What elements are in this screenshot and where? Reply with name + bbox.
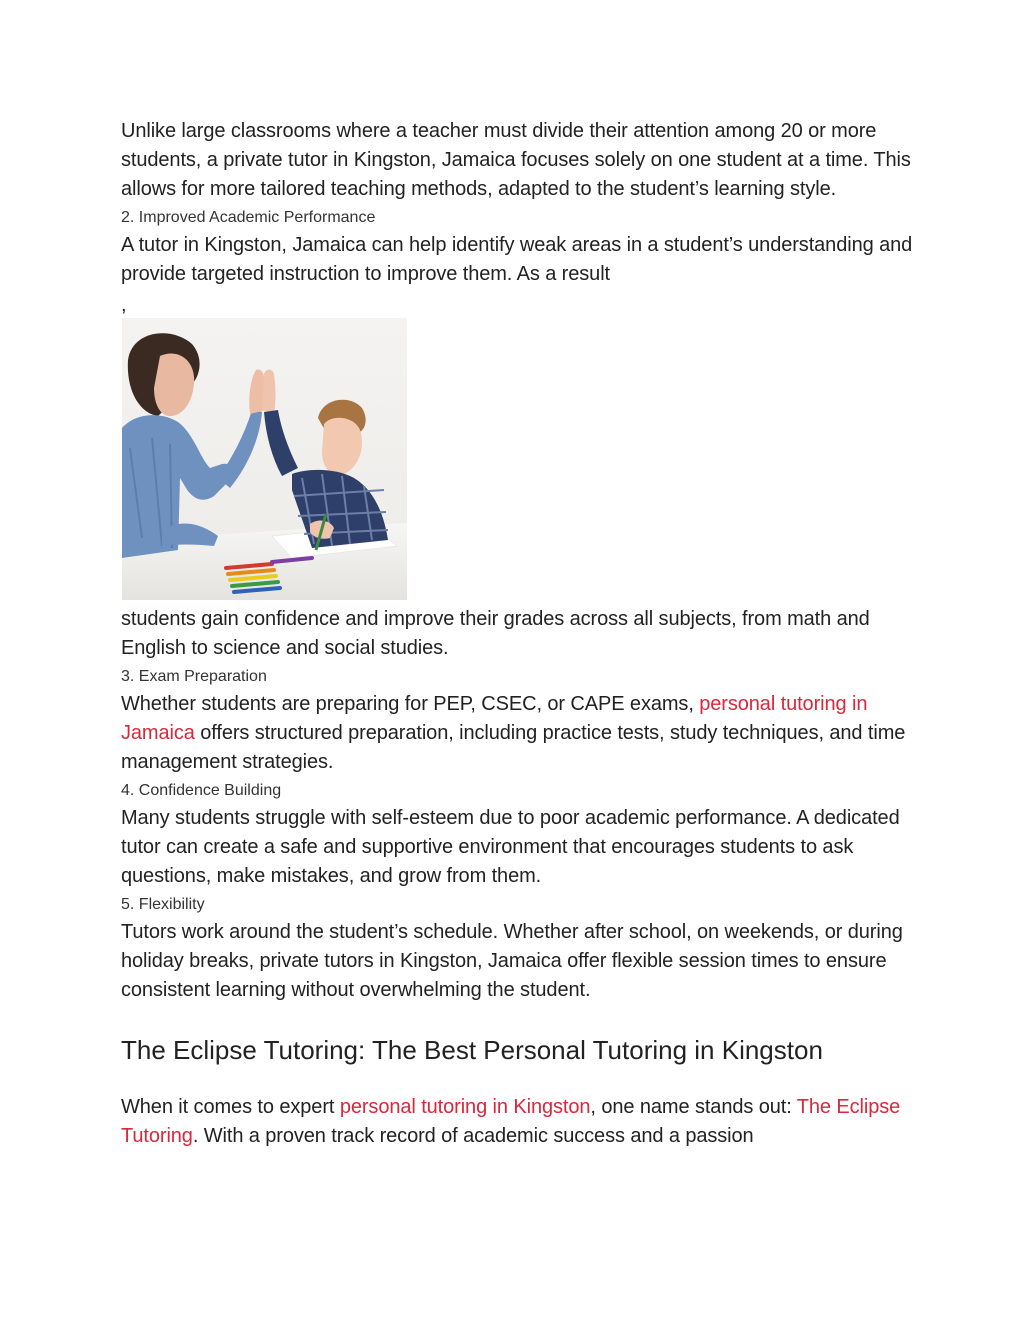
- subheading-improved-performance: 2. Improved Academic Performance: [121, 209, 376, 226]
- flexibility-paragraph: Tutors work around the student’s schedule. Whether after school, on weekends, or during holiday breaks, private tutors in Kingston, Jamaica offer flexible session times to ensure consistent learning without overwhelming the student.: [121, 921, 903, 1001]
- subheading-exam-preparation: 3. Exam Preparation: [121, 668, 267, 685]
- stray-comma: ,: [121, 294, 127, 316]
- eclipse-text-1: When it comes to expert: [121, 1096, 340, 1118]
- eclipse-text-2: , one name stands out:: [590, 1096, 797, 1118]
- exam-paragraph: [121, 690, 921, 777]
- eclipse-tutoring-link[interactable]: The Eclipse Tutoring: [121, 1096, 901, 1147]
- subheading-flexibility: 5. Flexibility: [121, 896, 205, 913]
- subheading-confidence-building: 4. Confidence Building: [121, 782, 282, 799]
- tutor-high-five-photo: [122, 318, 407, 600]
- personal-tutoring-kingston-link[interactable]: personal tutoring in Kingston: [339, 1096, 591, 1118]
- intro-paragraph: Unlike large classrooms where a teacher must divide their attention among 20 or more students, a private tutor in Kingston, Jamaica focuses solely on one student at a time. This allows for more tailored teaching methods, adapted to the student’s learning style.: [121, 120, 911, 200]
- personal-tutoring-jamaica-link[interactable]: personal tutoring in Jamaica: [121, 693, 868, 744]
- exam-text-after-link: offers structured preparation, including practice tests, study techniques, and time management strategies.: [121, 722, 906, 773]
- performance-paragraph-continued: students gain confidence and improve their grades across all subjects, from math and English to science and social studies.: [121, 608, 870, 659]
- performance-paragraph: A tutor in Kingston, Jamaica can help identify weak areas in a student’s understanding and provide targeted instruction to improve them. As a result: [121, 234, 913, 285]
- eclipse-text-3: . With a proven track record of academic success and a passion: [192, 1125, 754, 1147]
- exam-text-before-link: Whether students are preparing for PEP, CSEC, or CAPE exams,: [121, 693, 700, 715]
- eclipse-tutoring-heading: The Eclipse Tutoring: The Best Personal Tutoring in Kingston: [121, 1035, 823, 1065]
- confidence-paragraph: Many students struggle with self-esteem due to poor academic performance. A dedicated tutor can create a safe and supportive environment that encourages students to ask questions, make mistakes, and grow from them.: [121, 807, 900, 887]
- document-page: [121, 117, 921, 1151]
- eclipse-paragraph: [121, 1093, 921, 1151]
